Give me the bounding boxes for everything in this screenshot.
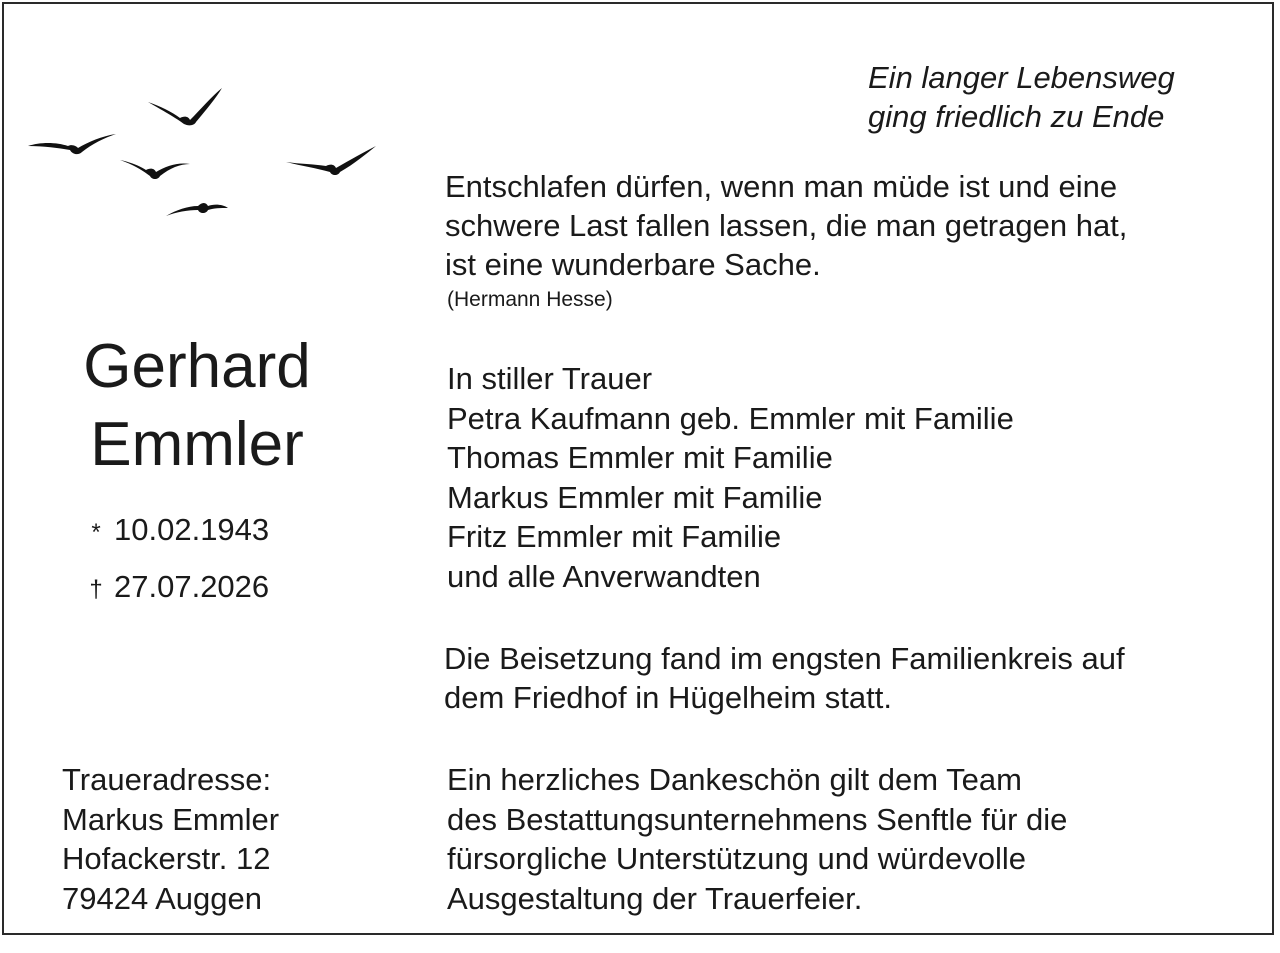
birth-row (78, 511, 269, 552)
deceased-name (62, 328, 332, 484)
motto-line: Ein langer Lebensweg (868, 60, 1175, 95)
mourners-line: Thomas Emmler mit Familie (447, 440, 833, 475)
quote-line: Entschlafen dürfen, wenn man müde ist und eine (445, 169, 1118, 204)
address-line: Hofackerstr. 12 (62, 841, 271, 876)
life-dates (78, 511, 269, 609)
thanks-line: des Bestattungsunternehmens Senftle für die (447, 801, 1068, 837)
birth-date: 10.02.1943 (114, 512, 270, 547)
mourners-line: Fritz Emmler mit Familie (447, 519, 782, 554)
quote-line: ist eine wunderbare Sache. (445, 247, 821, 282)
burial-line: Die Beisetzung fand im engsten Familienkreis auf (444, 641, 1125, 676)
burial-line: dem Friedhof in Hügelheim statt. (444, 680, 892, 715)
mourners-list (447, 359, 1014, 596)
quote-author: (Hermann Hesse) (447, 288, 613, 311)
death-row (78, 568, 269, 609)
address-line: Markus Emmler (62, 801, 280, 837)
bird-icon (28, 134, 116, 154)
mourning-address (62, 760, 279, 918)
address-line: 79424 Auggen (62, 880, 262, 916)
death-date: 27.07.2026 (114, 569, 270, 604)
birth-star-icon: * (91, 519, 101, 546)
bird-icon (166, 203, 228, 216)
mourners-line: Petra Kaufmann geb. Emmler mit Familie (447, 400, 1014, 436)
mourners-line: In stiller Trauer (447, 361, 653, 396)
bird-icon (120, 160, 190, 179)
thanks-line: fürsorgliche Unterstützung und würdevolle (447, 841, 1026, 876)
address-line: Traueradresse: (62, 762, 272, 797)
deceased-first-name: Gerhard (83, 332, 311, 401)
motto-line: ging friedlich zu Ende (868, 99, 1165, 134)
deceased-last-name: Emmler (90, 410, 304, 479)
bird-group (28, 88, 376, 216)
bird-icon (286, 146, 376, 175)
burial-note (444, 639, 1125, 717)
thanks-line: Ein herzliches Dankeschön gilt dem Team (447, 762, 1022, 797)
thanks-note (447, 760, 1067, 918)
mourners-line: Markus Emmler mit Familie (447, 479, 823, 515)
thanks-line: Ausgestaltung der Trauerfeier. (447, 880, 863, 916)
mourners-line: und alle Anverwandten (447, 558, 761, 594)
quote (445, 167, 1127, 284)
motto (868, 58, 1175, 136)
quote-line: schwere Last fallen lassen, die man getragen hat, (445, 208, 1128, 243)
death-cross-icon: † (89, 576, 103, 603)
flying-birds-icon (20, 80, 390, 230)
bird-icon (148, 88, 222, 125)
